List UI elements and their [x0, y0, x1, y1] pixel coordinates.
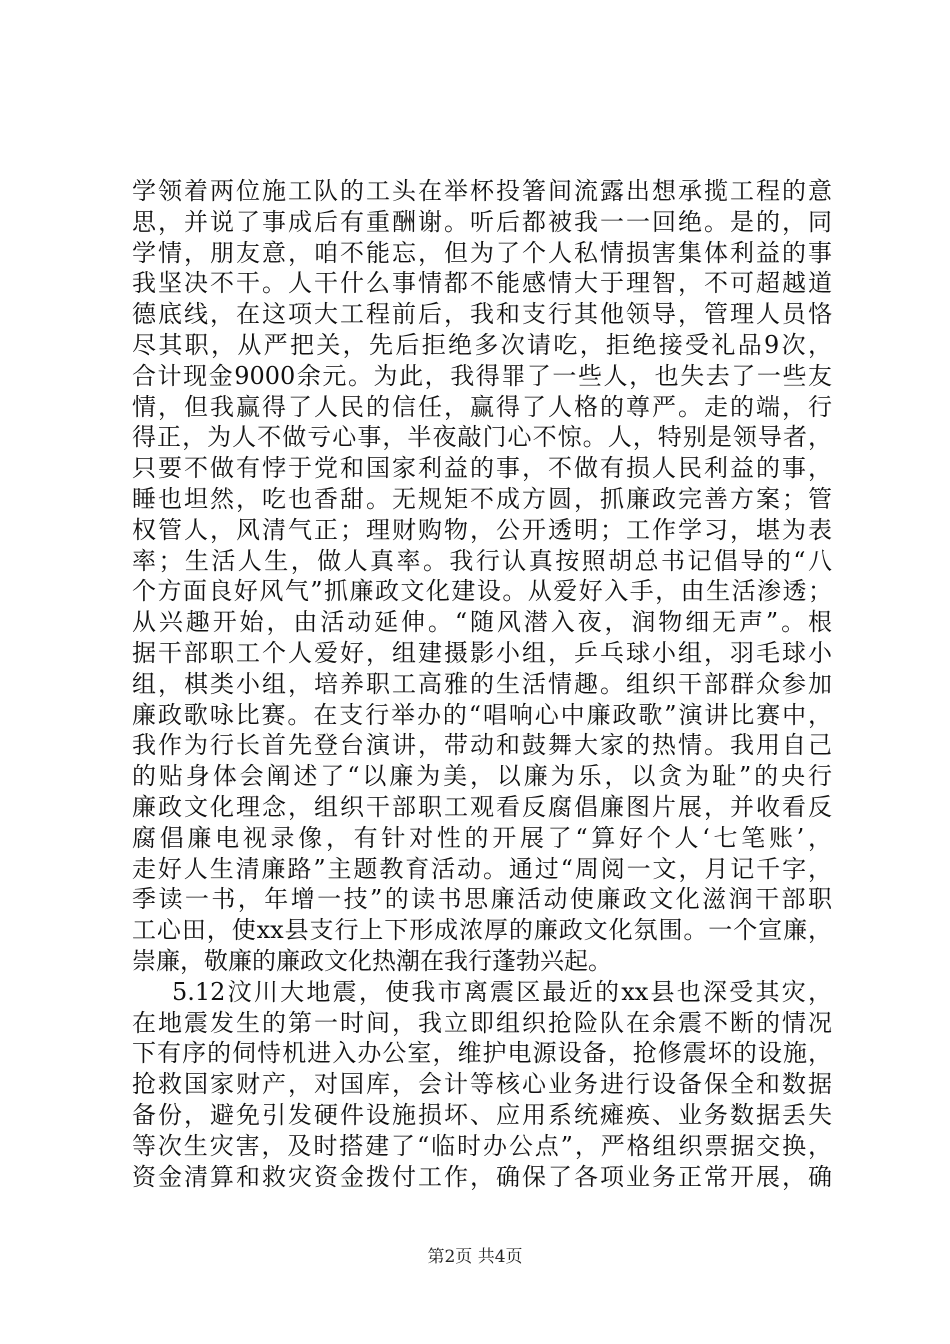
text-line: 情，但我赢得了人民的信任，赢得了人格的尊严。走的端，行	[132, 392, 832, 421]
page-footer: 第2页 共4页	[427, 1247, 523, 1267]
text-line: 尽其职，从严把关，先后拒绝多次请吃，拒绝接受礼品9次，	[132, 330, 832, 359]
text-line: 5.12汶川大地震，使我市离震区最近的xx县也深受其灾，	[172, 977, 832, 1006]
text-line: 权管人，风清气正；理财购物，公开透明；工作学习，堪为表	[132, 515, 832, 544]
text-line: 的贴身体会阐述了“以廉为美，以廉为乐，以贪为耻”的央行	[132, 762, 832, 791]
text-line: 个方面良好风气”抓廉政文化建设。从爱好入手，由生活渗透；	[132, 577, 832, 606]
text-line: 我作为行长首先登台演讲，带动和鼓舞大家的热情。我用自己	[132, 731, 832, 760]
text-line: 工心田，使xx县支行上下形成浓厚的廉政文化氛围。一个宣廉，	[132, 916, 832, 945]
body-text	[132, 176, 832, 1192]
text-line: 思，并说了事成后有重酬谢。听后都被我一一回绝。是的，同	[132, 207, 832, 236]
text-line: 组，棋类小组，培养职工高雅的生活情趣。组织干部群众参加	[132, 669, 832, 698]
text-line: 备份，避免引发硬件设施损坏、应用系统瘫痪、业务数据丢失	[132, 1100, 832, 1129]
text-line: 从兴趣开始，由活动延伸。“随风潜入夜，润物细无声”。根	[132, 608, 832, 637]
text-line: 腐倡廉电视录像，有针对性的开展了“算好个人‘七笔账’，	[132, 823, 832, 852]
text-line: 据干部职工个人爱好，组建摄影小组，乒乓球小组，羽毛球小	[132, 638, 832, 667]
text-line: 德底线，在这项大工程前后，我和支行其他领导，管理人员恪	[132, 300, 832, 329]
text-line: 廉政文化理念，组织干部职工观看反腐倡廉图片展，并收看反	[132, 792, 832, 821]
text-line: 等次生灾害，及时搭建了“临时办公点”，严格组织票据交换，	[132, 1131, 832, 1160]
text-line: 抢救国家财产，对国库，会计等核心业务进行设备保全和数据	[132, 1070, 832, 1099]
text-line: 资金清算和救灾资金拨付工作，确保了各项业务正常开展，确	[132, 1162, 832, 1191]
text-line: 学情，朋友意，咱不能忘，但为了个人私情损害集体利益的事	[132, 238, 832, 267]
text-line: 在地震发生的第一时间，我立即组织抢险队在余震不断的情况	[132, 1008, 832, 1037]
text-line: 学领着两位施工队的工头在举杯投箸间流露出想承揽工程的意	[132, 177, 832, 205]
text-line: 走好人生清廉路”主题教育活动。通过“周阅一文，月记千字，	[132, 854, 832, 883]
text-line: 得正，为人不做亏心事，半夜敲门心不惊。人，特别是领导者，	[132, 423, 832, 452]
text-line: 季读一书，年增一技”的读书思廉活动使廉政文化滋润干部职	[132, 885, 832, 914]
text-line: 廉政歌咏比赛。在支行举办的“唱响心中廉政歌”演讲比赛中，	[132, 700, 832, 729]
text-line: 合计现金9000余元。为此，我得罪了一些人，也失去了一些友	[132, 361, 832, 390]
text-line: 只要不做有悖于党和国家利益的事，不做有损人民利益的事，	[132, 454, 832, 483]
text-line: 崇廉，敬廉的廉政文化热潮在我行蓬勃兴起。	[132, 946, 612, 975]
text-line: 率；生活人生，做人真率。我行认真按照胡总书记倡导的“八	[132, 546, 832, 575]
text-line: 睡也坦然，吃也香甜。无规矩不成方圆，抓廉政完善方案；管	[132, 484, 832, 513]
text-line: 我坚决不干。人干什么事情都不能感情大于理智，不可超越道	[132, 269, 832, 298]
text-line: 下有序的伺恃机进入办公室，维护电源设备，抢修震坏的设施，	[132, 1039, 832, 1068]
